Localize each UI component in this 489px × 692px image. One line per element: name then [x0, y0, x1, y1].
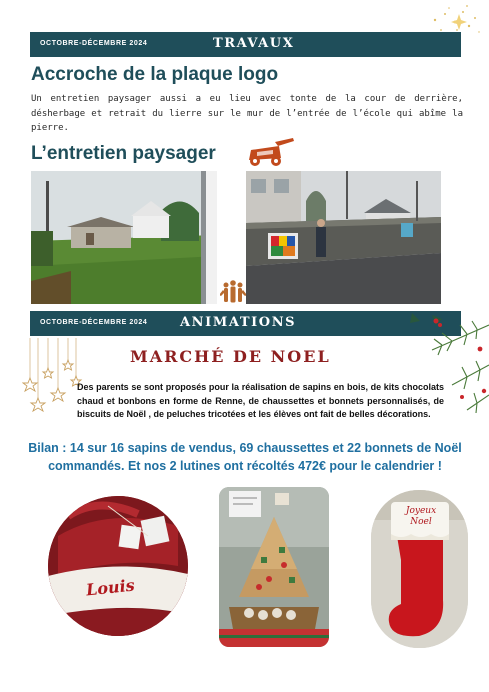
- article-paragraph: Un entretien paysager aussi a eu lieu avec tonte de la cour de derrière, désherbage et retrait du lierre sur le mur de l’entrée de l’école qui abîme la pierre.: [31, 94, 463, 133]
- section-date: OCTOBRE-DÉCEMBRE 2024: [40, 319, 148, 326]
- hat-name-embroidery: Louis: [85, 575, 136, 600]
- event-description: Des parents se sont proposés pour la réalisation de sapins en bois, de kits chocolats chaud et bonbons en forme de Renne, de chaussettes et bonnets personnalisés, de biscuits de Noël , de peluches tricotées et les élèves ont fait de belles décorations.: [77, 382, 444, 419]
- people-icon: [220, 279, 246, 303]
- photo-wooden-trees: [219, 487, 329, 647]
- section-date: OCTOBRE-DÉCEMBRE 2024: [40, 40, 148, 47]
- section-title: TRAVAUX: [213, 36, 295, 51]
- section-band-travaux: [30, 32, 461, 57]
- event-summary: Bilan : 14 sur 16 sapins de vendus, 69 chaussettes et 22 bonnets de Noël commandés. Et nos 2 lutines ont récoltés 472€ pour le calendrier !: [28, 441, 462, 473]
- photo-christmas-hat: [48, 496, 188, 636]
- hanging-stars-decoration: [22, 338, 84, 418]
- photo-christmas-stocking: [371, 490, 468, 648]
- lawnmower-icon: [245, 138, 297, 168]
- section-title: ANIMATIONS: [180, 315, 297, 330]
- stocking-embroidery: Joyeux Noel: [405, 506, 437, 527]
- article-heading: Accroche de la plaque logo: [31, 64, 279, 85]
- photo-school-wall: [246, 171, 441, 304]
- photo-garden-lawn: [31, 171, 217, 304]
- article-subheading: L’entretien paysager: [31, 143, 216, 164]
- event-title: MARCHÉ DE NOEL: [130, 347, 331, 366]
